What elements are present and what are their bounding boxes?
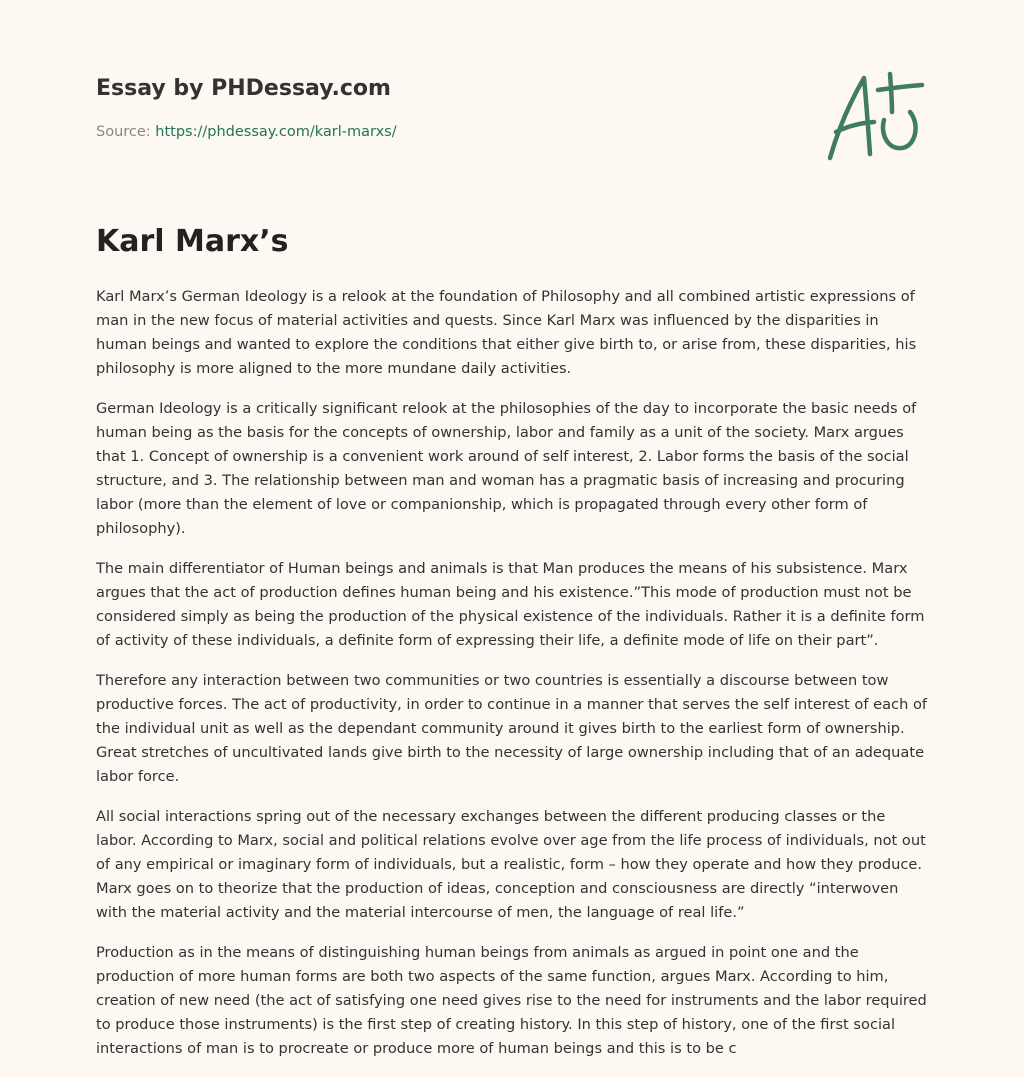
paragraph: German Ideology is a critically significant relook at the philosophies of the day to incorporate the basic needs of human being as the basis for the concepts of ownership, labor and family as a unit of the society. Marx argues that 1. Concept of ownership is a convenient work around of self interest, 2. Labor forms the basis of the social structure, and 3. The relationship between man and woman has a pragmatic basis of increasing and procuring labor (more than the element of love or companionship, which is propagated through every other form of philosophy). [96, 400, 917, 537]
paragraph: Production as in the means of distinguishing human beings from animals as argued in point one and the production of more human forms are both two aspects of the same function, argues Marx. According to him, creation of new need (the act of satisfying one need gives rise to the need for instruments and the labor required to produce those instruments) is the first step of creating history. In this step of history, one of the first social interactions of man is to procreate or produce more of human beings and this is to be c [96, 944, 927, 1057]
paragraph: The main differentiator of Human beings and animals is that Man produces the means of his subsistence. Marx argues that the act of production defines human being and his existence.”This mode of production must not be considered simply as being the production of the physical existence of the individuals. Rather it is a definite form of activity of these individuals, a definite form of expressing their life, a definite mode of life on their part”. [96, 560, 925, 649]
paragraph: Karl Marx’s German Ideology is a relook at the foundation of Philosophy and all combined artistic expressions of man in the new focus of material activities and quests. Since Karl Marx was influenced by the disparities in human beings and wanted to explore the conditions that either give birth to, or arise from, these disparities, his philosophy is more aligned to the more mundane daily activities. [96, 288, 917, 377]
essay-body [96, 285, 928, 1077]
paragraph: Therefore any interaction between two communities or two countries is essentially a discourse between tow productive forces. The act of productivity, in order to continue in a manner that serves the self interest of each of the individual unit as well as the dependant community around it gives birth to the earliest form of ownership. Great stretches of uncultivated lands give birth to the necessity of large ownership including that of an adequate labor force. [96, 672, 928, 785]
source-line [96, 124, 397, 140]
essay-title: Karl Marx’s [96, 224, 289, 259]
source-link[interactable]: https://phdessay.com/karl-marxs/ [155, 124, 397, 140]
site-title: Essay by PHDessay.com [96, 76, 391, 101]
a-plus-logo-icon [822, 68, 928, 166]
source-label: Source: [96, 124, 151, 140]
paragraph: All social interactions spring out of the necessary exchanges between the different producing classes or the labor. According to Marx, social and political relations evolve over age from the life process of individuals, not out of any empirical or imaginary form of individuals, but a realistic, form – how they operate and how they produce. Marx goes on to theorize that the production of ideas, conception and consciousness are directly “interwoven with the material activity and the material intercourse of men, the language of real life.” [96, 808, 926, 921]
